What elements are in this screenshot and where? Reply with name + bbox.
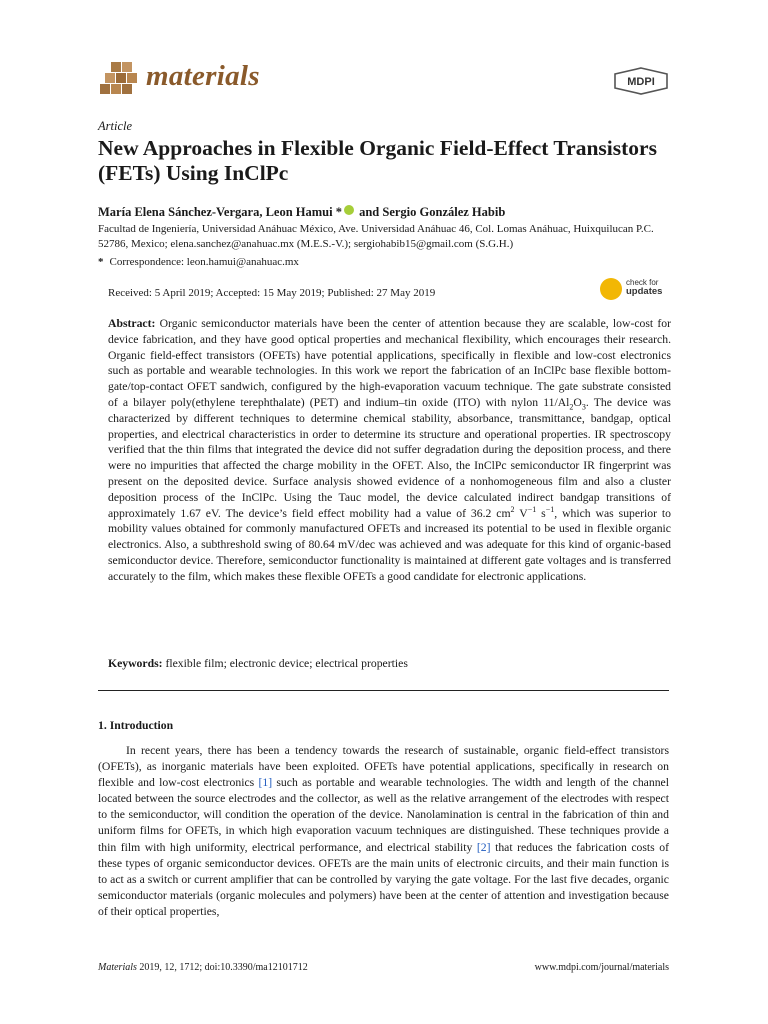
check-updates-text [626, 278, 662, 296]
affiliation: Facultad de Ingeniería, Universidad Anáhuac México, Ave. Universidad Anáhuac 46, Col. Lomas Anáhuac, Huixquilucan P.C. 52786, Mexico; elena.sanchez@anahuac.mx (M.E.S.-V.); sergiohabib15@gmail.com (S.G.H.) [98, 223, 654, 250]
abstract-sup: −1 [527, 504, 537, 514]
author-list [98, 205, 505, 220]
publisher-name: MDPI [627, 76, 655, 88]
intro-text: that reduces the fabrication costs of these types of organic semiconductor devices. OFETs are the main units of electronic circuits, and their main function is to act as a switch or current amplifier that can be controlled by varying the gate voltage. For the last five decades, organic semiconductor materials (organic molecules and polymers) have been at the center of attention and investigation because of their optical properties, [98, 840, 669, 918]
journal-logo [98, 58, 288, 98]
footer-url[interactable]: www.mdpi.com/journal/materials [534, 962, 669, 973]
journal-name: materials [146, 60, 260, 92]
keywords [108, 657, 408, 670]
article-title: New Approaches in Flexible Organic Field-Effect Transistors (FETs) Using InClPc [98, 136, 657, 185]
citation-link[interactable]: [2] [476, 840, 491, 854]
introduction-paragraph [98, 743, 669, 920]
correspondence-text: Correspondence: leon.hamui@anahuac.mx [109, 256, 299, 268]
abstract [108, 316, 671, 585]
abstract-text: , which was superior to mobility values obtained for commonly manufactured OFETs and increased its potential to be used in flexible organic electronics. Also, a subthreshold swing of 80.64 mV/dec was achieved and was adequate for this kind of organic-based semiconductor device. Therefore, semiconductor functionality is maintained at different gate voltages and is transferred accurately to the film, which makes these flexible OFETs a good candidate for electronic applications. [108, 506, 671, 583]
check-for-updates-badge[interactable] [600, 278, 680, 304]
intro-text: such as portable and wearable technologies. The width and length of the channel located between the source electrodes and the collector, as well as the relative arrangement of the electrodes with respect to the semiconductor, will condition the operation of the device. Nanolamination is central in the fabrication of thin and uniform films for OFETs, in which high evaporation vacuum techniques are distinguished. These techniques provide a thin film with high uniformity, electrical performance, and electrical stability [98, 776, 669, 854]
keywords-text: flexible film; electronic device; electrical properties [162, 657, 408, 670]
footer-citation-text: 2019, 12, 1712; doi:10.3390/ma12101712 [136, 962, 308, 973]
abstract-label: Abstract: [108, 317, 156, 330]
abstract-text: V [514, 506, 528, 520]
intro-text: In recent years, there has been a tendency towards the research of sustainable, organic field-effect transistors (OFETs), as inorganic materials have been exploited. OFETs have potential applications, specifically in research on flexible and low-cost electronics [98, 744, 669, 790]
check-updates-line1: check for [626, 278, 659, 287]
check-updates-line2: updates [626, 286, 663, 297]
section-divider [98, 690, 669, 691]
abstract-text: Organic semiconductor materials have been the center of attention because they are scalable, low-cost for device fabrication, and they have good optical properties and mechanical flexibility, which encourages their research. Organic field-effect transistors (OFETs) have potential applications, specifically in flexible and low-cost electronics such as portable and wearable technologies. In this work we report the fabrication of an InClPc base flexible bottom-gate/top-contact OFET sandwich, configured by the high-evaporation vacuum technique. The gate substrate consisted of a bilayer poly(ethylene terephthalate) (PET) and indium–tin oxide (ITO) with nylon 11/Al [108, 317, 671, 409]
authors-first: María Elena Sánchez-Vergara, Leon Hamui * [98, 205, 342, 219]
orcid-icon[interactable] [344, 205, 354, 215]
authors-last: and Sergio González Habib [355, 205, 506, 219]
article-type: Article [98, 119, 133, 133]
citation-link[interactable]: [1] [258, 776, 273, 790]
stacked-cubes-icon [98, 58, 142, 98]
correspondence-mark: * [98, 256, 104, 268]
check-updates-icon [600, 278, 622, 300]
abstract-sub: 3 [581, 402, 586, 412]
abstract-text: s [536, 506, 546, 520]
correspondence [98, 255, 299, 270]
section-heading: 1. Introduction [98, 719, 174, 732]
abstract-sup: 2 [510, 504, 515, 514]
footer-journal: Materials [98, 962, 137, 973]
abstract-text: . The device was characterized by different techniques to determine chemical stability, absorbance, transmittance, bandgap, optical properties, and electrical characteristics in order to determine its structure and operational properties. IR spectroscopy verified that the thin films that integrated the device did not suffer degradation during the deposition process, and there were no impurities that affected the charge mobility in the OFET. Also, the InClPc semiconductor IR fingerprint was present on the deposited device. Surface analysis showed evidence of a nonhomogeneous film and also a cluster deposition process of the InClPc. Using the Tauc model, the device calculated indirect bandgap transitions of approximately 1.67 eV. The device’s field effect mobility had a value of 36.2 cm [108, 395, 671, 520]
abstract-sup: −1 [545, 504, 555, 514]
footer-citation [98, 962, 308, 973]
publication-dates: Received: 5 April 2019; Accepted: 15 May 2019; Published: 27 May 2019 [108, 287, 436, 299]
abstract-sub: 2 [569, 402, 574, 412]
abstract-text: O [573, 395, 582, 409]
publisher-logo [613, 67, 669, 95]
keywords-label: Keywords: [108, 657, 163, 670]
